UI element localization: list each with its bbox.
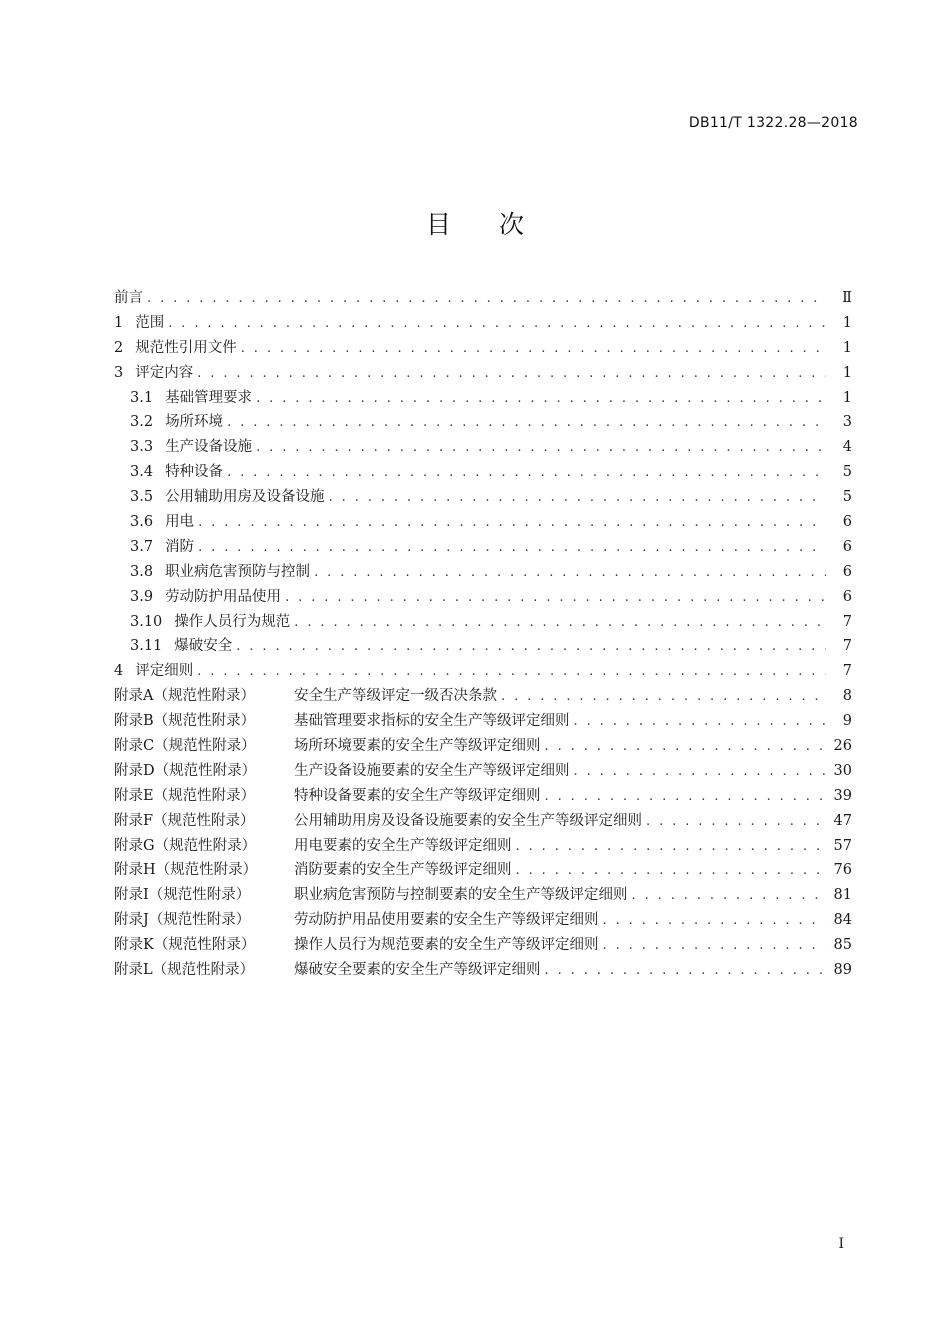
toc-entry[interactable] bbox=[114, 585, 852, 610]
toc-entry-title: 生产设备设施要素的安全生产等级评定细则 bbox=[294, 762, 570, 779]
toc-section-number: 1 bbox=[114, 314, 124, 331]
toc-section-number: 3.1 bbox=[130, 389, 154, 406]
toc-entry-title: 职业病危害预防与控制 bbox=[165, 563, 311, 580]
toc-dot-leader bbox=[197, 664, 826, 679]
toc-annex-label: 附录C（规范性附录） bbox=[114, 738, 256, 755]
toc-dot-leader bbox=[147, 291, 826, 306]
toc-entry-title: 公用辅助用房及设备设施 bbox=[165, 489, 325, 506]
toc-entry[interactable] bbox=[114, 933, 852, 958]
toc-page-number: 57 bbox=[833, 837, 852, 854]
toc-entry-title: 规范性引用文件 bbox=[135, 339, 237, 356]
toc-entry[interactable] bbox=[114, 410, 852, 435]
toc-page-number: 1 bbox=[842, 314, 852, 331]
toc-annex-label: 附录L（规范性附录） bbox=[114, 962, 255, 979]
toc-page-number: 7 bbox=[842, 613, 852, 630]
toc-entry-title: 消防 bbox=[165, 538, 195, 555]
toc-annex-label: 附录A（规范性附录） bbox=[114, 688, 255, 705]
toc-dot-leader bbox=[241, 341, 826, 356]
toc-entry-title: 劳动防护用品使用要素的安全生产等级评定细则 bbox=[294, 912, 599, 929]
toc-dot-leader bbox=[646, 814, 826, 829]
standard-code: DB11/T 1322.28—2018 bbox=[688, 115, 858, 131]
toc-entry-title: 评定细则 bbox=[135, 663, 194, 680]
toc-entry-title: 用电要素的安全生产等级评定细则 bbox=[294, 837, 512, 854]
toc-page-number: 1 bbox=[842, 389, 852, 406]
toc-entry-title: 特种设备 bbox=[165, 464, 224, 481]
toc-page-number: 26 bbox=[833, 738, 852, 755]
toc-dot-leader bbox=[294, 615, 826, 630]
toc-page-number: 89 bbox=[833, 962, 852, 979]
toc-entry[interactable] bbox=[114, 386, 852, 411]
toc-section-number: 3.4 bbox=[130, 464, 154, 481]
toc-entry[interactable] bbox=[114, 560, 852, 585]
toc-section-number: 2 bbox=[114, 339, 124, 356]
toc-page-number: 6 bbox=[842, 538, 852, 555]
toc-entry[interactable] bbox=[114, 759, 852, 784]
toc-entry[interactable] bbox=[114, 883, 852, 908]
toc-entry[interactable] bbox=[114, 610, 852, 635]
toc-entry[interactable] bbox=[114, 659, 852, 684]
toc-entry[interactable] bbox=[114, 510, 852, 535]
toc-dot-leader bbox=[256, 391, 826, 406]
toc-page-number: 6 bbox=[842, 514, 852, 531]
toc-dot-leader bbox=[603, 938, 827, 953]
toc-annex-label: 附录B（规范性附录） bbox=[114, 713, 256, 730]
toc-entry-title: 安全生产等级评定一级否决条款 bbox=[294, 688, 497, 705]
toc-section-number: 3 bbox=[114, 364, 124, 381]
toc-annex-label: 附录E（规范性附录） bbox=[114, 787, 256, 804]
toc-entry[interactable] bbox=[114, 311, 852, 336]
toc-entry-title: 范围 bbox=[135, 314, 165, 331]
toc-annex-label: 附录H（规范性附录） bbox=[114, 862, 258, 879]
toc-page-number: 85 bbox=[833, 937, 852, 954]
toc-entry[interactable] bbox=[114, 485, 852, 510]
toc-entry[interactable] bbox=[114, 834, 852, 859]
toc-entry-title: 场所环境 bbox=[165, 414, 224, 431]
toc-page-number: 76 bbox=[833, 862, 852, 879]
toc-section-number: 3.10 bbox=[130, 613, 163, 630]
toc-page-number: 3 bbox=[842, 414, 852, 431]
toc-dot-leader bbox=[574, 764, 827, 779]
toc-section-number: 3.9 bbox=[130, 588, 154, 605]
toc-page-number: 39 bbox=[833, 787, 852, 804]
toc-entry-title: 公用辅助用房及设备设施要素的安全生产等级评定细则 bbox=[294, 812, 642, 829]
toc-section-number: 3.8 bbox=[130, 563, 154, 580]
toc-entry[interactable] bbox=[114, 784, 852, 809]
toc-section-number: 3.7 bbox=[130, 538, 154, 555]
toc-dot-leader bbox=[329, 490, 826, 505]
toc-dot-leader bbox=[314, 565, 826, 580]
toc-entry[interactable] bbox=[114, 709, 852, 734]
toc-page-number: 30 bbox=[833, 762, 852, 779]
toc-dot-leader bbox=[516, 863, 827, 878]
toc-entry[interactable] bbox=[114, 634, 852, 659]
toc-dot-leader bbox=[198, 540, 826, 555]
toc-page-number: 5 bbox=[842, 464, 852, 481]
toc-entry-title: 爆破安全要素的安全生产等级评定细则 bbox=[294, 962, 541, 979]
toc-page-number: 7 bbox=[842, 663, 852, 680]
toc-section-number: 3.6 bbox=[130, 514, 154, 531]
toc-entry-title: 评定内容 bbox=[135, 364, 194, 381]
toc-dot-leader bbox=[168, 316, 826, 331]
toc-dot-leader bbox=[501, 689, 826, 704]
page-title: 目次 bbox=[425, 210, 572, 239]
toc-page-number: 8 bbox=[842, 688, 852, 705]
toc-page-number: 81 bbox=[833, 887, 852, 904]
toc-entry[interactable] bbox=[114, 958, 852, 983]
toc-annex-label: 附录F（规范性附录） bbox=[114, 812, 255, 829]
toc-entry-title: 用电 bbox=[165, 514, 195, 531]
toc-page-number: Ⅱ bbox=[842, 290, 852, 306]
toc-section-number: 3.3 bbox=[130, 439, 154, 456]
toc-annex-label: 附录J（规范性附录） bbox=[114, 912, 251, 929]
toc-entry[interactable] bbox=[114, 460, 852, 485]
toc-dot-leader bbox=[545, 739, 827, 754]
toc-entry-title: 爆破安全 bbox=[174, 638, 233, 655]
toc-page-number: 4 bbox=[842, 439, 852, 456]
toc-entry[interactable] bbox=[114, 361, 852, 386]
toc-entry[interactable] bbox=[114, 858, 852, 883]
toc-page-number: 6 bbox=[842, 588, 852, 605]
table-of-contents bbox=[114, 286, 852, 983]
toc-entry-title: 劳动防护用品使用 bbox=[165, 588, 282, 605]
toc-page-number: 1 bbox=[842, 364, 852, 381]
toc-entry[interactable] bbox=[114, 809, 852, 834]
toc-section-number: 3.5 bbox=[130, 489, 154, 506]
toc-section-number: 3.2 bbox=[130, 414, 154, 431]
toc-dot-leader bbox=[227, 465, 826, 480]
toc-entry-title: 场所环境要素的安全生产等级评定细则 bbox=[294, 738, 541, 755]
toc-dot-leader bbox=[236, 639, 826, 654]
toc-annex-label: 附录D（规范性附录） bbox=[114, 762, 257, 779]
toc-entry[interactable] bbox=[114, 435, 852, 460]
toc-dot-leader bbox=[574, 714, 827, 729]
toc-entry[interactable] bbox=[114, 535, 852, 560]
page-number: I bbox=[838, 1236, 844, 1252]
toc-entry[interactable] bbox=[114, 286, 852, 311]
toc-entry-title: 职业病危害预防与控制要素的安全生产等级评定细则 bbox=[294, 887, 628, 904]
toc-dot-leader bbox=[603, 913, 827, 928]
toc-annex-label: 附录G（规范性附录） bbox=[114, 837, 257, 854]
toc-page-number: 5 bbox=[842, 489, 852, 506]
toc-dot-leader bbox=[632, 888, 827, 903]
toc-page-number: 1 bbox=[842, 339, 852, 356]
toc-section-number: 3.11 bbox=[130, 638, 163, 655]
toc-entry[interactable] bbox=[114, 908, 852, 933]
toc-dot-leader bbox=[545, 789, 827, 804]
toc-section-number: 4 bbox=[114, 663, 124, 680]
toc-dot-leader bbox=[516, 839, 827, 854]
toc-entry-title: 消防要素的安全生产等级评定细则 bbox=[294, 862, 512, 879]
toc-entry[interactable] bbox=[114, 734, 852, 759]
toc-entry[interactable] bbox=[114, 684, 852, 709]
toc-entry-title: 基础管理要求 bbox=[165, 389, 253, 406]
toc-page-number: 9 bbox=[842, 713, 852, 730]
toc-dot-leader bbox=[227, 415, 826, 430]
toc-dot-leader bbox=[198, 515, 826, 530]
toc-dot-leader bbox=[197, 366, 826, 381]
toc-dot-leader bbox=[285, 590, 826, 605]
toc-page-number: 84 bbox=[833, 912, 852, 929]
toc-entry-title: 操作人员行为规范要素的安全生产等级评定细则 bbox=[294, 937, 599, 954]
toc-annex-label: 附录I（规范性附录） bbox=[114, 887, 251, 904]
toc-entry-title: 操作人员行为规范 bbox=[174, 613, 291, 630]
toc-page-number: 6 bbox=[842, 563, 852, 580]
toc-page-number: 7 bbox=[842, 638, 852, 655]
toc-entry-title: 生产设备设施 bbox=[165, 439, 253, 456]
toc-entry-title: 基础管理要求指标的安全生产等级评定细则 bbox=[294, 713, 570, 730]
toc-page-number: 47 bbox=[833, 812, 852, 829]
toc-entry-title: 前言 bbox=[114, 290, 143, 306]
toc-dot-leader bbox=[545, 963, 827, 978]
toc-entry[interactable] bbox=[114, 336, 852, 361]
toc-dot-leader bbox=[256, 440, 826, 455]
toc-entry-title: 特种设备要素的安全生产等级评定细则 bbox=[294, 787, 541, 804]
toc-annex-label: 附录K（规范性附录） bbox=[114, 937, 256, 954]
